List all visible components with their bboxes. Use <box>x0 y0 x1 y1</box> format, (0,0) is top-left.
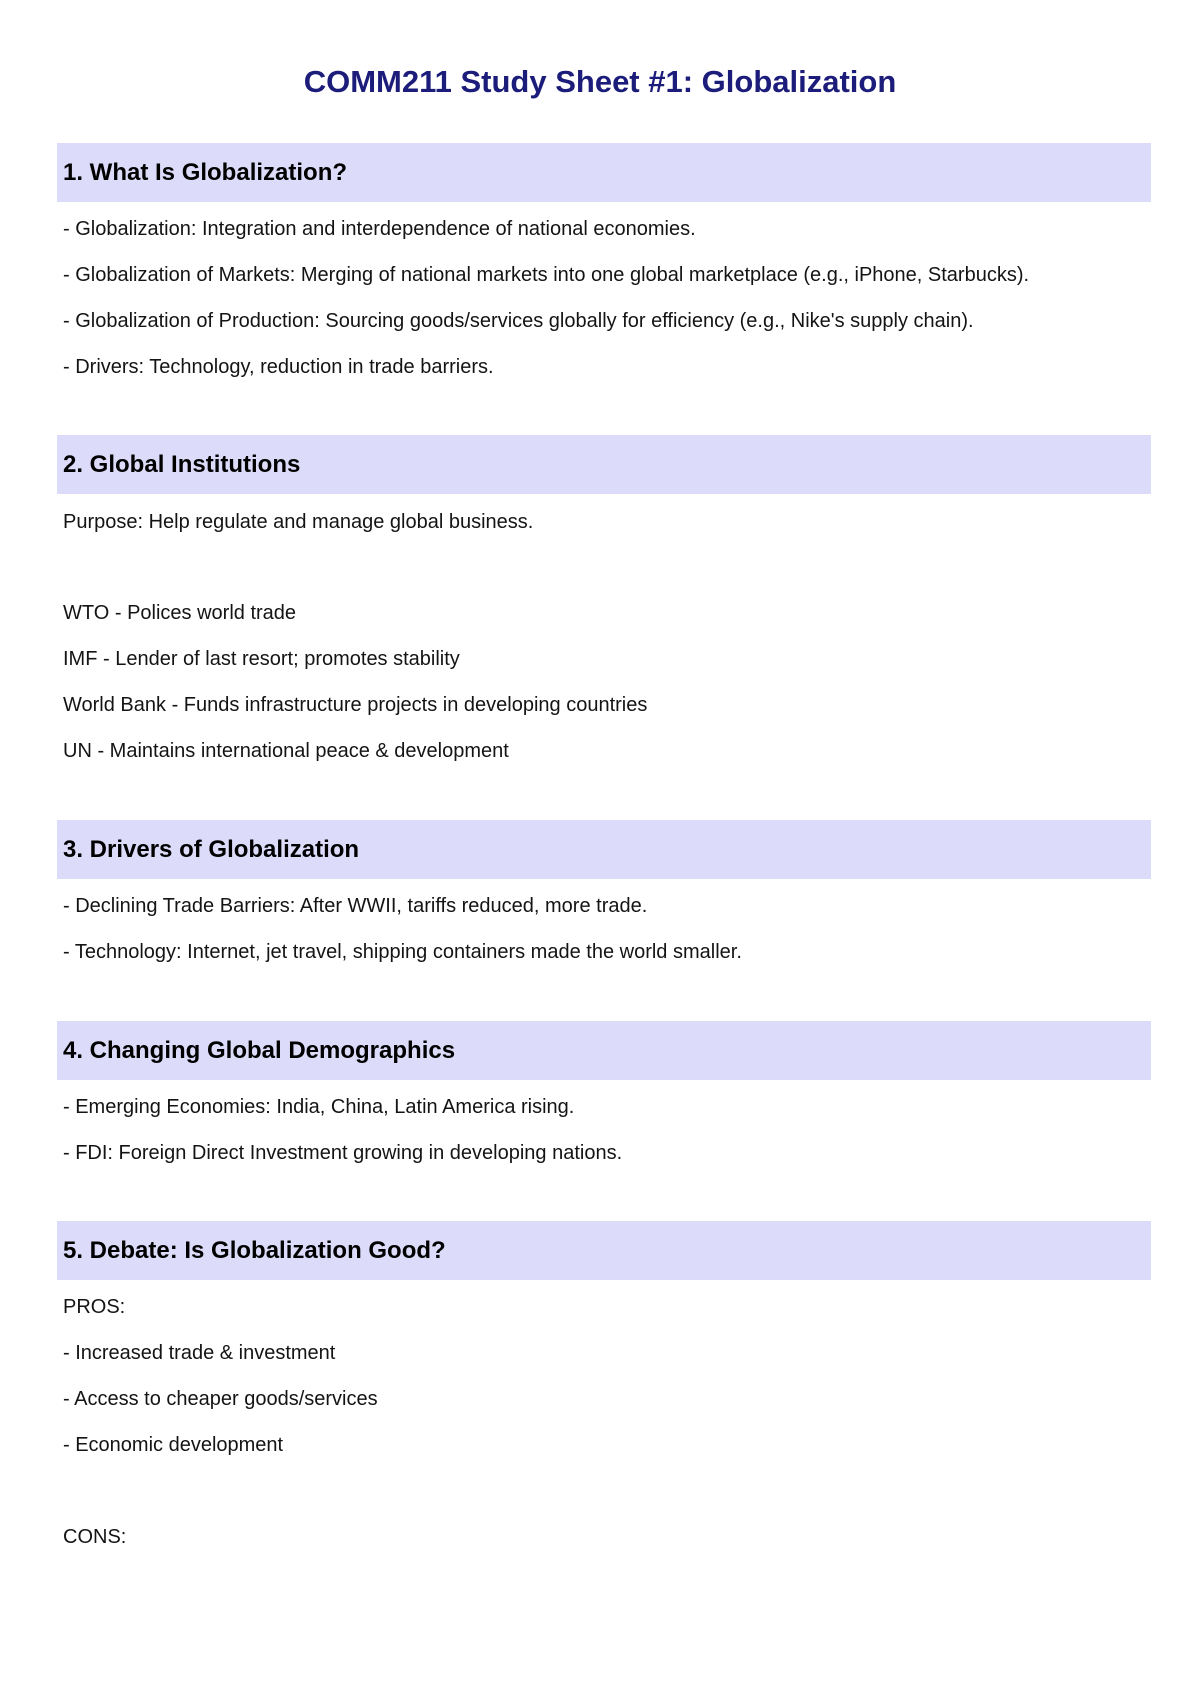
section-5-line: PROS: <box>63 1296 126 1318</box>
document-title: COMM211 Study Sheet #1: Globalization <box>303 64 897 99</box>
section-2-line: WTO - Polices world trade <box>63 602 297 624</box>
section-3-line: - Declining Trade Barriers: After WWII, tariffs reduced, more trade. <box>63 895 648 917</box>
section-5-line: - Economic development <box>63 1434 284 1456</box>
section-heading-changing-global-demographics: 4. Changing Global Demographics <box>57 1021 1151 1080</box>
section-1-line: - Drivers: Technology, reduction in trade barriers. <box>63 356 494 378</box>
section-heading-debate: 5. Debate: Is Globalization Good? <box>57 1221 1151 1280</box>
section-4-line: - Emerging Economies: India, China, Latin America rising. <box>63 1096 575 1118</box>
section-5-line: CONS: <box>63 1526 127 1548</box>
section-4-line: - FDI: Foreign Direct Investment growing in developing nations. <box>63 1142 623 1164</box>
section-2-line: World Bank - Funds infrastructure projects in developing countries <box>63 694 648 716</box>
section-heading-global-institutions: 2. Global Institutions <box>57 435 1151 494</box>
section-1-line: - Globalization of Production: Sourcing goods/services globally for efficiency (e.g., Nike's supply chain). <box>63 310 974 332</box>
section-heading-drivers-of-globalization: 3. Drivers of Globalization <box>57 820 1151 879</box>
section-1-line: - Globalization of Markets: Merging of national markets into one global marketplace (e.g., iPhone, Starbucks). <box>63 264 1030 286</box>
section-2-line: IMF - Lender of last resort; promotes stability <box>63 648 460 670</box>
section-2-line: UN - Maintains international peace & development <box>63 740 509 762</box>
section-5-line: - Increased trade & investment <box>63 1342 336 1364</box>
section-1-line: - Globalization: Integration and interdependence of national economies. <box>63 218 696 240</box>
section-3-line: - Technology: Internet, jet travel, shipping containers made the world smaller. <box>63 941 742 963</box>
section-2-line: Purpose: Help regulate and manage global business. <box>63 511 534 533</box>
section-5-line: - Access to cheaper goods/services <box>63 1388 378 1410</box>
section-heading-what-is-globalization: 1. What Is Globalization? <box>57 143 1151 202</box>
